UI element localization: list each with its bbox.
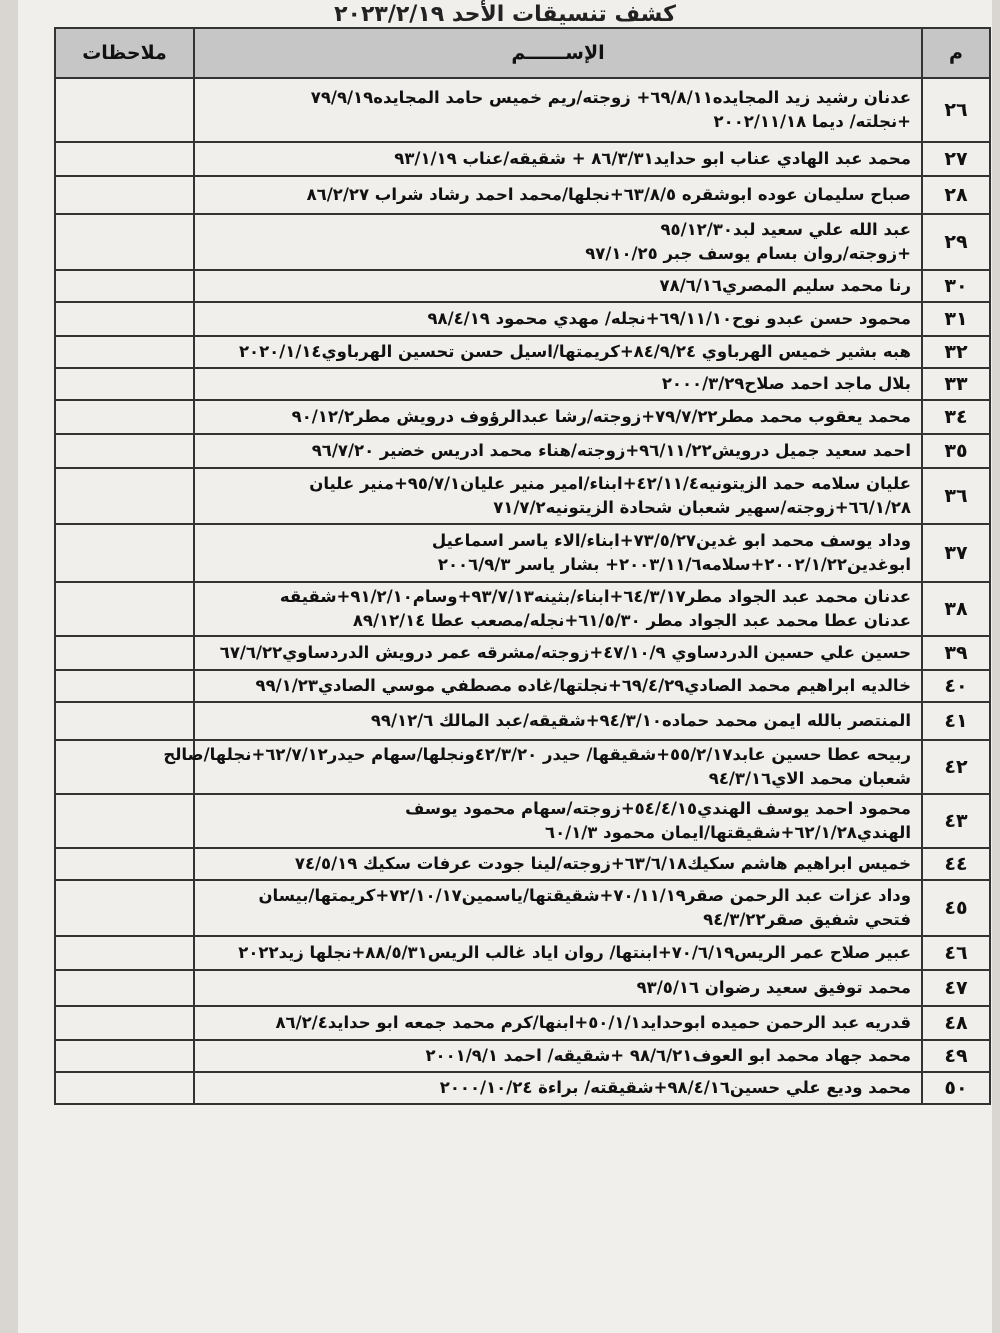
row-number: ٣٠	[922, 270, 990, 302]
table-body	[55, 78, 990, 1104]
row-notes-cell	[55, 176, 194, 214]
name-line: عبد الله علي سعيد لبد٩٥/١٢/٣٠	[660, 220, 911, 239]
row-number: ٥٠	[922, 1072, 990, 1104]
row-number: ٤٠	[922, 670, 990, 702]
row-name-cell	[194, 524, 922, 582]
name-line: محمد يعقوب محمد مطر٧٩/٧/٢٢+زوجته/رشا عبدالرؤوف درويش مطر٩٠/١٢/٢	[291, 407, 911, 426]
row-notes-cell	[55, 1040, 194, 1072]
row-number: ٣٤	[922, 400, 990, 434]
row-name-cell	[194, 302, 922, 336]
name-line: عدنان عطا محمد عبد الجواد مطر ٦١/٥/٣٠+نجله/مصعب عطا ٨٩/١٢/١٤	[352, 611, 911, 630]
table-row	[55, 970, 990, 1006]
name-line: المنتصر بالله ايمن محمد حماده٩٤/٣/١٠+شقيقه/عبد المالك ٩٩/١٢/٦	[370, 711, 911, 730]
row-name-cell	[194, 434, 922, 468]
table-row	[55, 880, 990, 936]
name-line: وداد عزات عبد الرحمن صقر٧٠/١١/١٩+شقيقتها/ياسمين٧٢/١٠/١٧+كريمتها/بيسان	[258, 886, 911, 905]
row-notes-cell	[55, 142, 194, 176]
name-line: قدريه عبد الرحمن حميده ابوحدايد٥٠/١/١+ابنها/كرم محمد جمعه ابو حدايد٨٦/٢/٤	[275, 1013, 911, 1032]
table-row	[55, 1072, 990, 1104]
table-row	[55, 524, 990, 582]
row-number: ٤٨	[922, 1006, 990, 1040]
table-row	[55, 78, 990, 142]
row-name-cell	[194, 142, 922, 176]
name-line: عدنان رشيد زيد المجايده٦٩/٨/١١+ زوجته/ريم خميس حامد المجايده٧٩/٩/١٩	[310, 88, 911, 107]
row-name-cell	[194, 582, 922, 636]
names-table	[54, 27, 991, 1105]
table-row	[55, 1040, 990, 1072]
table-row	[55, 670, 990, 702]
row-name-cell	[194, 78, 922, 142]
row-number: ٣٦	[922, 468, 990, 524]
row-notes-cell	[55, 670, 194, 702]
row-number: ٣٣	[922, 368, 990, 400]
row-number: ٢٩	[922, 214, 990, 270]
row-notes-cell	[55, 400, 194, 434]
row-notes-cell	[55, 434, 194, 468]
row-name-cell	[194, 936, 922, 970]
row-notes-cell	[55, 302, 194, 336]
name-line: حسين علي حسين الدردساوي ٤٧/١٠/٩+زوجته/مشرقه عمر درويش الدردساوي٦٧/٦/٢٢	[219, 643, 911, 662]
table-row	[55, 400, 990, 434]
table-row	[55, 848, 990, 880]
document-page	[18, 0, 992, 1333]
row-notes-cell	[55, 78, 194, 142]
row-notes-cell	[55, 936, 194, 970]
row-number: ٢٦	[922, 78, 990, 142]
row-number: ٤٩	[922, 1040, 990, 1072]
name-line: ٦٦/١/٢٨+زوجته/سهير شعبان شحادة الزيتونيه٧١/٧/٢	[493, 498, 911, 517]
row-number: ٤٧	[922, 970, 990, 1006]
name-line: وداد يوسف محمد ابو غدين٧٣/٥/٢٧+ابناء/الاء ياسر اسماعيل	[431, 531, 911, 550]
row-number: ٢٧	[922, 142, 990, 176]
row-number: ٤٣	[922, 794, 990, 848]
row-notes-cell	[55, 270, 194, 302]
name-line: فتحي شفيق صقر٩٤/٣/٢٢	[703, 910, 911, 929]
row-name-cell	[194, 1072, 922, 1104]
name-line: خميس ابراهيم هاشم سكيك٦٣/٦/١٨+زوجته/لينا جودت عرفات سكيك ٧٤/٥/١٩	[294, 854, 911, 873]
header-number: م	[922, 28, 990, 78]
name-line: الهندي٦٢/١/٢٨+شقيقتها/ايمان محمود ٦٠/١/٣	[545, 823, 911, 842]
row-notes-cell	[55, 880, 194, 936]
row-notes-cell	[55, 214, 194, 270]
row-notes-cell	[55, 368, 194, 400]
row-number: ٣٩	[922, 636, 990, 670]
row-notes-cell	[55, 1006, 194, 1040]
row-name-cell	[194, 270, 922, 302]
row-name-cell	[194, 880, 922, 936]
row-number: ٣٥	[922, 434, 990, 468]
table-row	[55, 434, 990, 468]
table-row	[55, 336, 990, 368]
row-name-cell	[194, 1006, 922, 1040]
row-name-cell	[194, 368, 922, 400]
row-notes-cell	[55, 794, 194, 848]
row-notes-cell	[55, 702, 194, 740]
name-line: ابوغدين٢٠٠٢/١/٢٢+سلامه٢٠٠٣/١١/٦+ بشار ياسر ٢٠٠٦/٩/٣	[437, 555, 911, 574]
page-title: كشف تنسيقات الأحد ٢٠٢٣/٢/١٩	[334, 2, 676, 27]
row-number: ٣٢	[922, 336, 990, 368]
name-line: هبه بشير خميس الهرباوي ٨٤/٩/٢٤+كريمتها/اسيل حسن تحسين الهرباوي٢٠٢٠/١/١٤	[238, 342, 911, 361]
name-line: شعبان محمد الاي٩٤/٣/١٦	[708, 769, 911, 788]
name-line: عليان سلامه حمد الزيتونيه٤٢/١١/٤+ابناء/امير منير عليان٩٥/٧/١+منير عليان	[309, 474, 911, 493]
row-number: ٢٨	[922, 176, 990, 214]
row-name-cell	[194, 794, 922, 848]
row-number: ٤٦	[922, 936, 990, 970]
name-line: عدنان محمد عبد الجواد مطر٦٤/٣/١٧+ابناء/بثينه٩٣/٧/١٣+وسام٩١/٢/١٠+شقيقه	[279, 587, 911, 606]
table-row	[55, 740, 990, 794]
row-notes-cell	[55, 970, 194, 1006]
row-name-cell	[194, 1040, 922, 1072]
row-notes-cell	[55, 468, 194, 524]
row-name-cell	[163, 740, 922, 794]
name-line: +زوجته/روان بسام يوسف جبر ٩٧/١٠/٢٥	[585, 244, 911, 263]
name-line: احمد سعيد جميل درويش٩٦/١١/٢٢+زوجته/هناء محمد ادريس خضير ٩٦/٧/٢٠	[311, 441, 911, 460]
row-name-cell	[194, 848, 922, 880]
name-line: محمود احمد يوسف الهندي٥٤/٤/١٥+زوجته/سهام محمود يوسف	[405, 799, 911, 818]
row-number: ٤١	[922, 702, 990, 740]
row-name-cell	[194, 702, 922, 740]
table-row	[55, 636, 990, 670]
name-line: محمد وديع علي حسين٩٨/٤/١٦+شقيقته/ براءة ٢٠٠٠/١٠/٢٤	[439, 1078, 911, 1097]
row-number: ٣٧	[922, 524, 990, 582]
row-name-cell	[194, 468, 922, 524]
table-row	[55, 270, 990, 302]
row-notes-cell	[55, 524, 194, 582]
name-line: خالديه ابراهيم محمد الصادي٦٩/٤/٢٩+نجلتها/غاده مصطفي موسي الصادي٩٩/١/٢٣	[255, 676, 911, 695]
row-notes-cell	[55, 336, 194, 368]
table-row	[55, 176, 990, 214]
row-notes-cell	[55, 636, 194, 670]
table-row	[55, 368, 990, 400]
row-name-cell	[194, 336, 922, 368]
name-line: محمود حسن عبدو نوح٦٩/١١/١٠+نجله/ مهدي محمود ٩٨/٤/١٩	[427, 309, 911, 328]
row-number: ٣٨	[922, 582, 990, 636]
header-notes: ملاحظات	[55, 28, 194, 78]
table-row	[55, 582, 990, 636]
table-row	[55, 468, 990, 524]
row-notes-cell	[55, 848, 194, 880]
row-notes-cell	[55, 582, 194, 636]
row-notes-cell	[55, 1072, 194, 1104]
row-name-cell	[194, 214, 922, 270]
row-name-cell	[194, 670, 922, 702]
row-name-cell	[194, 636, 922, 670]
row-number: ٣١	[922, 302, 990, 336]
name-line: محمد جهاد محمد ابو العوف٩٨/٦/٢١ +شقيقه/ احمد ٢٠٠١/٩/١	[425, 1046, 911, 1065]
name-line: محمد توفيق سعيد رضوان ٩٣/٥/١٦	[636, 978, 911, 997]
table-row	[55, 794, 990, 848]
name-line: بلال ماجد احمد صلاح٢٠٠٠/٣/٢٩	[661, 374, 911, 393]
table-row	[55, 936, 990, 970]
row-number: ٤٥	[922, 880, 990, 936]
row-name-cell	[194, 970, 922, 1006]
table-row	[55, 214, 990, 270]
table-row	[55, 1006, 990, 1040]
row-number: ٤٢	[922, 740, 990, 794]
table-row	[55, 302, 990, 336]
table-header-row	[55, 28, 990, 78]
row-number: ٤٤	[922, 848, 990, 880]
name-line: رنا محمد سليم المصري٧٨/٦/١٦	[659, 276, 911, 295]
header-name: الإســــــم	[194, 28, 922, 78]
name-line: ربيحه عطا حسين عابد٥٥/٢/١٧+شقيقها/ حيدر ٤٢/٣/٢٠ونجلها/سهام حيدر٦٢/٧/١٢+نجلها/صالح	[163, 745, 911, 764]
name-line: صباح سليمان عوده ابوشقره ٦٣/٨/٥+نجلها/محمد احمد رشاد شراب ٨٦/٢/٢٧	[306, 185, 911, 204]
name-line: +نجلته/ ديما ٢٠٠٢/١١/١٨	[713, 112, 911, 131]
name-line: عبير صلاح عمر الريس٧٠/٦/١٩+ابنتها/ روان اياد غالب الريس٨٨/٥/٣١+نجلها زيد٢٠٢٢	[238, 943, 911, 962]
name-line: محمد عبد الهادي عناب ابو حدايد٨٦/٣/٣١ + شقيقه/عناب ٩٣/١/١٩	[394, 149, 911, 168]
row-name-cell	[194, 400, 922, 434]
table-row	[55, 142, 990, 176]
row-name-cell	[194, 176, 922, 214]
table-row	[55, 702, 990, 740]
